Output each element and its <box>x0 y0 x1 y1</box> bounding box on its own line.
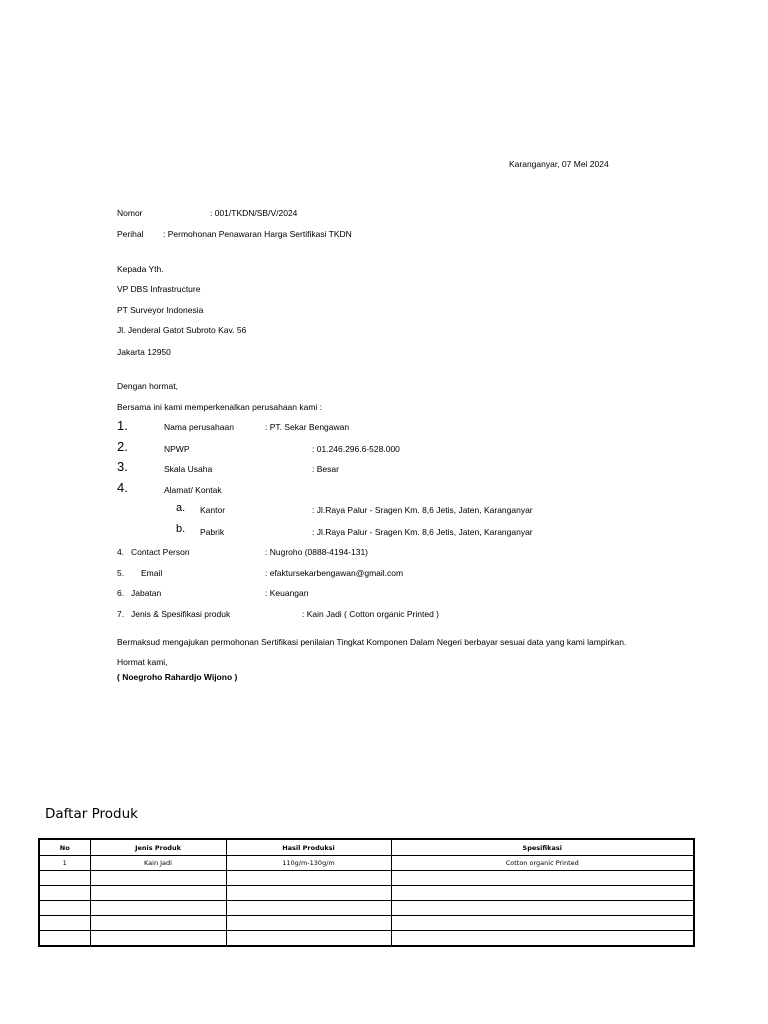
contact-label: Contact Person <box>131 547 190 557</box>
nomor-value: : 001/TKDN/SB/V/2024 <box>210 208 298 218</box>
table-cell <box>90 871 226 886</box>
table-cell <box>90 886 226 901</box>
table-cell <box>39 916 90 931</box>
contact-number: 5. <box>117 568 125 578</box>
address-letter: b. <box>176 523 186 535</box>
column-header: No <box>39 839 90 856</box>
salutation: Dengan hormat, <box>117 381 178 391</box>
recipient-line: PT Surveyor Indonesia <box>117 305 204 315</box>
perihal-label: Perihal <box>117 229 144 239</box>
contact-label: Email <box>141 568 163 578</box>
contact-number: 6. <box>117 588 125 598</box>
products-title: Daftar Produk <box>45 806 138 822</box>
table-cell: 1 <box>39 856 90 871</box>
table-cell: Kain Jadi <box>90 856 226 871</box>
recipient-line: Jakarta 12950 <box>117 347 171 357</box>
contact-label: Jabatan <box>131 588 162 598</box>
nomor-label: Nomor <box>117 208 143 218</box>
contact-label: Jenis & Spesifikasi produk <box>131 609 231 619</box>
table-cell: Cotton organic Printed <box>391 856 694 871</box>
address-value: : Jl.Raya Palur - Sragen Km. 8,6 Jetis, Jaten, Karanganyar <box>312 527 533 537</box>
table-cell <box>39 931 90 947</box>
table-cell <box>226 886 391 901</box>
detail-value: : Besar <box>312 464 339 474</box>
contact-value: : Keuangan <box>265 588 309 598</box>
contact-value: : Kain Jadi ( Cotton organic Printed ) <box>302 609 440 619</box>
detail-number: 1. <box>117 418 128 433</box>
table-row <box>39 901 694 916</box>
regards-text: Hormat kami, <box>117 657 168 667</box>
table-row <box>39 931 694 947</box>
recipient-line: Jl. Jenderal Gatot Subroto Kav. 56 <box>117 325 247 335</box>
table-cell <box>226 916 391 931</box>
table-cell <box>226 871 391 886</box>
address-label: Pabrik <box>200 527 225 537</box>
contact-value: : Nugroho (0888-4194-131) <box>265 547 369 557</box>
table-cell <box>90 901 226 916</box>
detail-number: 3. <box>117 459 128 474</box>
table-cell <box>39 901 90 916</box>
products-table <box>38 838 695 947</box>
table-cell <box>391 871 694 886</box>
intro-text: Bersama ini kami memperkenalkan perusahaan kami : <box>117 402 323 412</box>
table-cell <box>391 931 694 947</box>
perihal-value: : Permohonan Penawaran Harga Sertifikasi TKDN <box>163 229 352 239</box>
detail-number: 2. <box>117 439 128 454</box>
table-header-row <box>39 839 694 856</box>
contact-number: 4. <box>117 547 125 557</box>
signatory-name: ( Noegroho Rahardjo Wijono ) <box>117 672 238 682</box>
place-date: Karanganyar, 07 Mei 2024 <box>509 159 609 169</box>
closing-text: Bermaksud mengajukan permohonan Sertifikasi penilaian Tingkat Komponen Dalam Negeri berbayar sesuai data yang kami lampirkan. <box>117 637 627 647</box>
column-header: Hasil Produksi <box>226 839 391 856</box>
table-cell <box>226 931 391 947</box>
table-cell <box>39 871 90 886</box>
column-header: Jenis Produk <box>90 839 226 856</box>
contact-value: : efaktursekarbengawan@gmail.com <box>265 568 404 578</box>
table-cell <box>226 901 391 916</box>
address-label: Kantor <box>200 505 226 515</box>
table-row <box>39 871 694 886</box>
detail-label: NPWP <box>164 444 190 454</box>
table-row <box>39 856 694 871</box>
table-row <box>39 886 694 901</box>
table-cell <box>90 916 226 931</box>
table-cell <box>391 901 694 916</box>
contact-number: 7. <box>117 609 125 619</box>
table-cell <box>391 916 694 931</box>
detail-value: : PT. Sekar Bengawan <box>265 422 350 432</box>
detail-number: 4. <box>117 480 128 495</box>
table-row <box>39 916 694 931</box>
table-cell <box>39 886 90 901</box>
detail-label: Alamat/ Kontak <box>164 485 222 495</box>
recipient-line: VP DBS Infrastructure <box>117 284 201 294</box>
address-letter: a. <box>176 502 186 514</box>
table-cell: 110g/m-130g/m <box>226 856 391 871</box>
address-value: : Jl.Raya Palur - Sragen Km. 8,6 Jetis, Jaten, Karanganyar <box>312 505 533 515</box>
detail-label: Nama perusahaan <box>164 422 234 432</box>
table-cell <box>391 886 694 901</box>
table-cell <box>90 931 226 947</box>
detail-label: Skala Usaha <box>164 464 213 474</box>
column-header: Spesifikasi <box>391 839 694 856</box>
detail-value: : 01.246.296.6-528.000 <box>312 444 400 454</box>
recipient-line: Kepada Yth. <box>117 264 164 274</box>
